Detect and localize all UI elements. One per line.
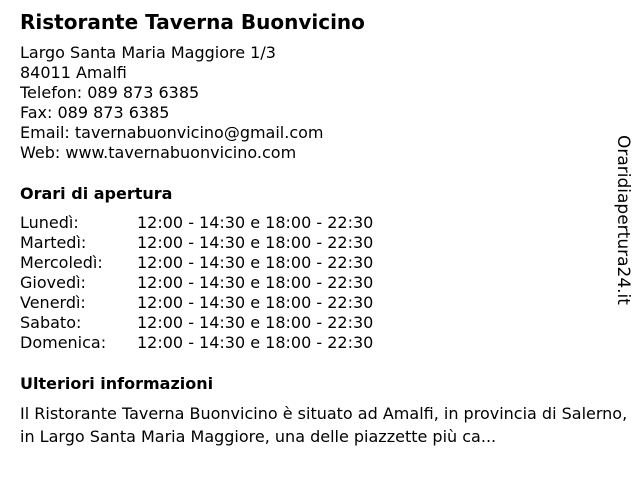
day-label: Giovedì: [20, 273, 86, 292]
day-label: Martedì: [20, 233, 87, 252]
day-label: Sabato: [20, 313, 82, 332]
day-hours: 12:00 - 14:30 e 18:00 - 22:30 [137, 233, 374, 252]
day-hours: 12:00 - 14:30 e 18:00 - 22:30 [137, 333, 374, 352]
web-line: Web: www.tavernabuonvicino.com [20, 143, 297, 162]
opening-hours-heading: Orari di apertura [20, 184, 173, 203]
phone-line: Telefon: 089 873 6385 [20, 83, 200, 102]
address-street: Largo Santa Maria Maggiore 1/3 [20, 43, 276, 62]
contact-block [20, 43, 324, 163]
day-label: Lunedì: [20, 213, 79, 232]
restaurant-name: Ristorante Taverna Buonvicino [20, 10, 365, 34]
more-info-heading: Ulteriori informazioni [20, 374, 214, 393]
fax-line: Fax: 089 873 6385 [20, 103, 170, 122]
day-label: Mercoledì: [20, 253, 103, 272]
email-line: Email: tavernabuonvicino@gmail.com [20, 123, 324, 142]
more-info-text: Il Ristorante Taverna Buonvicino è situato ad Amalfi, in provincia di Salerno, in Largo Santa Maria Maggiore, una delle piazzette più ca... [20, 404, 628, 446]
day-label: Domenica: [20, 333, 107, 352]
address-city: 84011 Amalfi [20, 63, 127, 82]
day-hours: 12:00 - 14:30 e 18:00 - 22:30 [137, 293, 374, 312]
day-label: Venerdì: [20, 293, 86, 312]
day-hours: 12:00 - 14:30 e 18:00 - 22:30 [137, 273, 374, 292]
day-hours: 12:00 - 14:30 e 18:00 - 22:30 [137, 213, 374, 232]
brand-watermark [613, 135, 633, 315]
day-hours: 12:00 - 14:30 e 18:00 - 22:30 [137, 313, 374, 332]
day-hours: 12:00 - 14:30 e 18:00 - 22:30 [137, 253, 374, 272]
brand-watermark-text: Oraridiapertura24.it [613, 135, 633, 305]
